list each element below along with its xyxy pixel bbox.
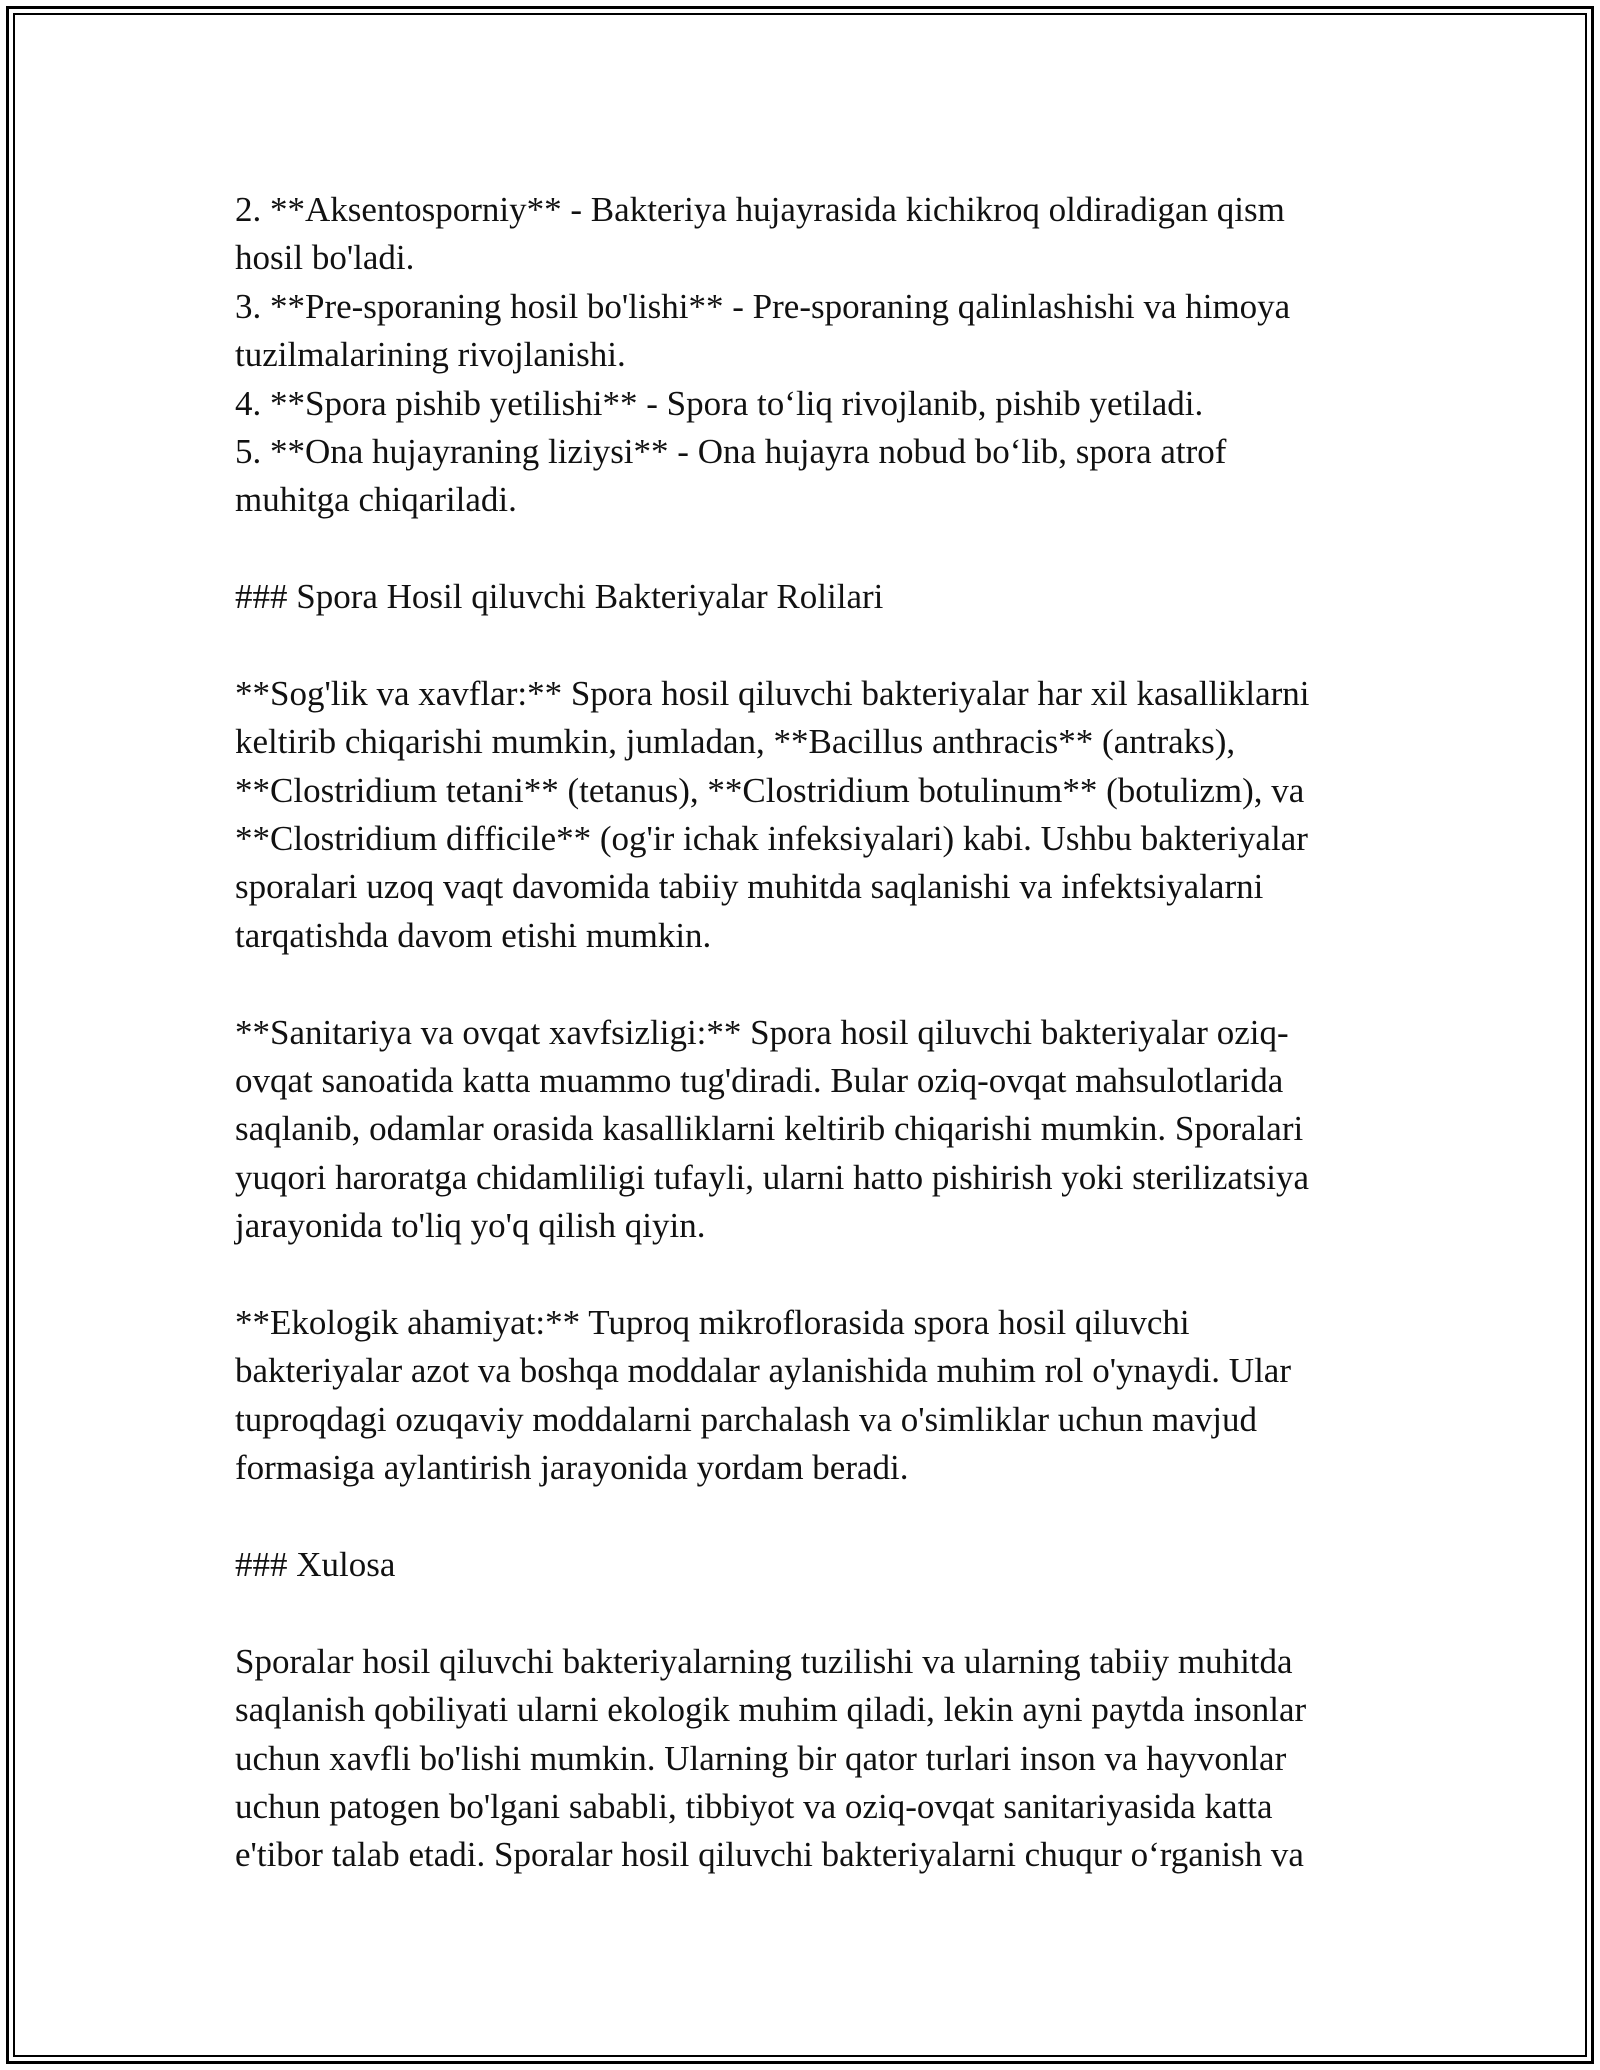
text-line: keltirib chiqarishi mumkin, jumladan, **Bacillus anthracis** (antraks), (235, 722, 1236, 762)
text-line: saqlanib, odamlar orasida kasalliklarni keltirib chiqarishi mumkin. Sporalari (235, 1109, 1304, 1149)
text-line: muhitga chiqariladi. (235, 480, 517, 520)
text-line: **Sanitariya va ovqat xavfsizligi:** Spora hosil qiluvchi bakteriyalar oziq- (235, 1012, 1289, 1052)
text-line: tuzilmalarining rivojlanishi. (235, 335, 626, 375)
text-line: **Sog'lik va xavflar:** Spora hosil qiluvchi bakteriyalar har xil kasalliklarni (235, 673, 1310, 713)
blank-line (235, 1493, 1385, 1541)
text-line: yuqori haroratga chidamliligi tufayli, ularni hatto pishirish yoki sterilizatsiya (235, 1157, 1310, 1197)
text-line: uchun xavfli bo'lishi mumkin. Ularning bir qator turlari inson va hayvonlar (235, 1738, 1287, 1778)
text-line: tuproqdagi ozuqaviy moddalarni parchalash va o'simliklar uchun mavjud (235, 1399, 1258, 1439)
text-line: **Ekologik ahamiyat:** Tuproq mikroflorasida spora hosil qiluvchi (235, 1302, 1190, 1342)
blank-line (235, 960, 1385, 1008)
text-line: **Clostridium difficile** (og'ir ichak infeksiyalari) kabi. Ushbu bakteriyalar (235, 819, 1308, 859)
text-line: 2. **Aksentosporniy** - Bakteriya hujayrasida kichikroq oldiradigan qism (235, 190, 1285, 229)
blank-line (235, 1251, 1385, 1299)
blank-line (235, 1589, 1385, 1637)
text-line: 5. **Ona hujayraning liziysi** - Ona hujayra nobud bo‘lib, spora atrof (235, 431, 1227, 471)
blank-line (235, 622, 1385, 670)
blank-line (235, 525, 1385, 573)
text-line: Sporalar hosil qiluvchi bakteriyalarning tuzilishi va ularning tabiiy muhitda (235, 1641, 1293, 1681)
text-line: **Clostridium tetani** (tetanus), **Clostridium botulinum** (botulizm), va (235, 770, 1305, 810)
text-line: bakteriyalar azot va boshqa moddalar aylanishida muhim rol o'ynaydi. Ular (235, 1351, 1291, 1391)
text-line: saqlanish qobiliyati ularni ekologik muhim qiladi, lekin ayni paytda insonlar (235, 1690, 1307, 1730)
text-line: formasiga aylantirish jarayonida yordam beradi. (235, 1448, 909, 1488)
text-line: e'tibor talab etadi. Sporalar hosil qiluvchi bakteriyalarni chuqur o‘rganish va (235, 1835, 1304, 1875)
text-line: ovqat sanoatida katta muammo tug'diradi. Bular oziq-ovqat mahsulotlarida (235, 1061, 1284, 1101)
text-line: tarqatishda davom etishi mumkin. (235, 915, 712, 955)
text-line: hosil bo'ladi. (235, 238, 415, 278)
text-line: 4. **Spora pishib yetilishi** - Spora to‘liq rivojlanib, pishib yetiladi. (235, 383, 1204, 423)
text-line: sporalari uzoq vaqt davomida tabiiy muhitda saqlanishi va infektsiyalarni (235, 867, 1264, 907)
document-body (235, 186, 1385, 1880)
text-line: 3. **Pre-sporaning hosil bo'lishi** - Pre-sporaning qalinlashishi va himoya (235, 286, 1291, 326)
text-line: uchun patogen bo'lgani sababli, tibbiyot va oziq-ovqat sanitariyasida katta (235, 1786, 1273, 1826)
text-line: jarayonida to'liq yo'q qilish qiyin. (235, 1206, 706, 1246)
section-heading: ### Spora Hosil qiluvchi Bakteriyalar Rolilari (235, 577, 884, 617)
section-heading: ### Xulosa (235, 1544, 396, 1584)
